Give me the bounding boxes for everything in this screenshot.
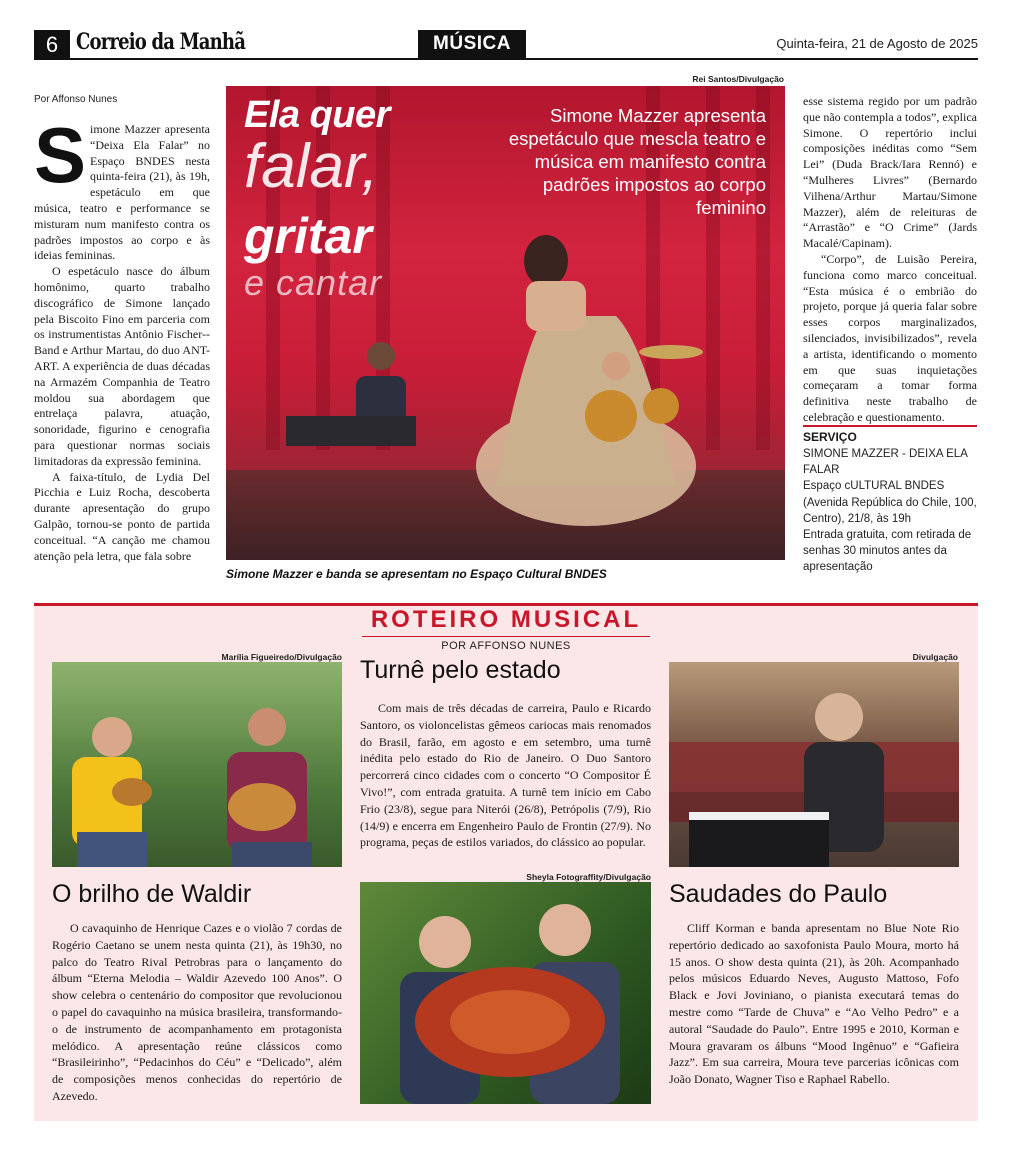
- header-date: Quinta-feira, 21 de Agosto de 2025: [776, 36, 978, 51]
- article-column-3: [803, 94, 977, 426]
- masthead-logo: Correio da Manhã: [76, 29, 246, 55]
- service-title: SERVIÇO: [803, 430, 857, 444]
- article-column-1: [34, 111, 210, 564]
- pianist-illustration: [669, 662, 959, 867]
- service-line: SIMONE MAZZER - DEIXA ELA FALAR: [803, 448, 968, 477]
- page-number: 6: [34, 30, 70, 60]
- article-paragraph: Cliff Korman e banda apresentam no Blue Note Rio repertório dedicado ao saxofonista Paulo Moura, morto há 15 anos. O show desta quinta (21), às 20h. Acompanhado pelos músicos Eduardo Neves, Augusto Mattoso, Fofo Black e Jovi Joviniano, o pianista executará temas do mestre como “Tarde de Chuva” e “Ao Velho Pedro” e a autoral “Saudade do Paulo”. Entre 1995 e 2010, Korman e Moura gravaram os álbuns “Mood Ingênuo” e “Gafieira Jazz”. Em sua carreira, Moura teve parcerias icônicas com João Donato, Wagner Tiso e Raphael Rabello.: [669, 921, 959, 1087]
- cellists-illustration: [360, 882, 651, 1104]
- service-line: Entrada gratuita, com retirada de senhas 30 minutos antes da apresentação: [803, 529, 972, 574]
- photo-credit: Rei Santos/Divulgação: [692, 74, 784, 84]
- article-paragraph: “Corpo”, de Luisão Pereira, funciona como marco conceitual. “Esta música é o embrião do projeto, porque já queria falar sobre esses corpos marginalizados, silenciados, invisibilizados”, revela a artista, identificando o momento em que suas inquietações começaram a tomar forma definitiva neste trabalho de celebração e questionamento.: [803, 251, 977, 424]
- korman-photo: [669, 662, 959, 867]
- dropcap: S: [34, 111, 87, 199]
- santoro-headline: Turnê pelo estado: [360, 656, 561, 684]
- headline-line-2: falar,: [244, 132, 379, 201]
- waldir-body: [52, 920, 342, 1105]
- santoro-body: [360, 700, 651, 851]
- article-paragraph: A faixa-título, de Lydia Del Picchia e Luiz Rocha, descoberta durante apresentação do grupo Galpão, tornou-se ponto de partida conceitual. “A canção me chamou atenção pela letra, que fala sobre: [34, 469, 210, 563]
- photo-caption: Simone Mazzer e banda se apresentam no Espaço Cultural BNDES: [226, 567, 607, 581]
- service-line: Espaço cULTURAL BNDES (Avenida República do Chile, 100, Centro), 21/8, às 19h: [803, 480, 977, 525]
- santoro-photo: [360, 882, 651, 1104]
- article-dek: Simone Mazzer apresenta espetáculo que mescla teatro e música em manifesto contra padrões impostos ao corpo feminino: [508, 105, 766, 218]
- article-paragraph: Com mais de três décadas de carreira, Paulo e Ricardo Santoro, os violoncelistas gêmeos cariocas mais renomados do Brasil, farão, em agosto e em setembro, uma turnê inédita pelo estado do Rio de Janeiro. O Duo Santoro percorrerá cinco cidades com o concerto “O Compositor É Vivo!”, com entrada gratuita. A turnê tem início em Cabo Frio (23/8), segue para Niterói (26/8), Petrópolis (7/9), Rio (14/9) e encerra em Engenheiro Paulo de Frontin (27/9). No programa, peças de estilos variados, do clássico ao popular.: [360, 701, 651, 850]
- service-box: [803, 446, 977, 576]
- article-paragraph: esse sistema regido por um padrão que não contempla a todos”, explica Simone. O repertório inclui composições inéditas como “Sem Lei” (Duda Brack/Iara Rennó) e “Mulheres Livres” (Bernardo Vilhena/Arthur Martau/Simone Mazzer), além de releituras de “Arrastão” e “O Crime” (Jards Macalé/Capinam).: [803, 94, 977, 251]
- headline-line-1: Ela quer: [244, 94, 390, 136]
- waldir-photo: [52, 662, 342, 867]
- waldir-headline: O brilho de Waldir: [52, 880, 252, 908]
- roteiro-byline: POR AFFONSO NUNES: [441, 640, 571, 652]
- header-rule: [34, 58, 978, 60]
- headline-line-4: e cantar: [244, 262, 383, 303]
- article-paragraph: imone Mazzer apresenta “Deixa Ela Falar” no Espaço BNDES nesta quinta-feira (21), às 19h, espetáculo em que música, teatro e performance se misturam num manifesto contra os padrões impostos ao corpo e às ideias femininas.: [34, 122, 210, 263]
- korman-body: [669, 920, 959, 1088]
- section-label: MÚSICA: [418, 30, 526, 58]
- roteiro-title: ROTEIRO MUSICAL: [370, 606, 642, 633]
- article-paragraph: O cavaquinho de Henrique Cazes e o violão 7 cordas de Rogério Caetano se unem nesta quinta (21), às 19h30, no palco do Teatro Rival Petrobras para o lançamento do álbum “Eterna Melodia – Waldir Azevedo 100 Anos”. O show celebra o centenário do compositor que revolucionou o papel do cavaquinho na música brasileira, transformando-o de instrumento de acompanhamento em protagonista melódico. A apresentação reúne clássicos como “Brasileirinho”, “Pedacinhos do Céu” e “Delicado”, além de composições menos conhecidas do repertório de Azevedo.: [52, 921, 342, 1103]
- article-paragraph: O espetáculo nasce do álbum homônimo, quarto trabalho discográfico de Simone lançado pela Biscoito Fino em parceria com os instrumentistas Antônio Fischer--Band e Arthur Martau, do duo ANT-ART. A experiência de duas décadas na Armazém Companhia de Teatro moldou sua abordagem que entrelaça palavra, atuação, sonoridade, figurino e cenografia para questionar normas sociais limitadoras da expressão feminina.: [34, 264, 210, 468]
- service-rule: [803, 425, 977, 427]
- roteiro-rule: [362, 636, 650, 637]
- musicians-illustration: [52, 662, 342, 867]
- photo-credit: Marília Figueiredo/Divulgação: [221, 652, 342, 662]
- photo-credit: Divulgação: [912, 652, 958, 662]
- korman-headline: Saudades do Paulo: [669, 880, 888, 908]
- article-byline: Por Affonso Nunes: [34, 94, 118, 105]
- headline-line-3: gritar: [244, 208, 372, 264]
- photo-credit: Sheyla Fotograffity/Divulgação: [526, 872, 651, 882]
